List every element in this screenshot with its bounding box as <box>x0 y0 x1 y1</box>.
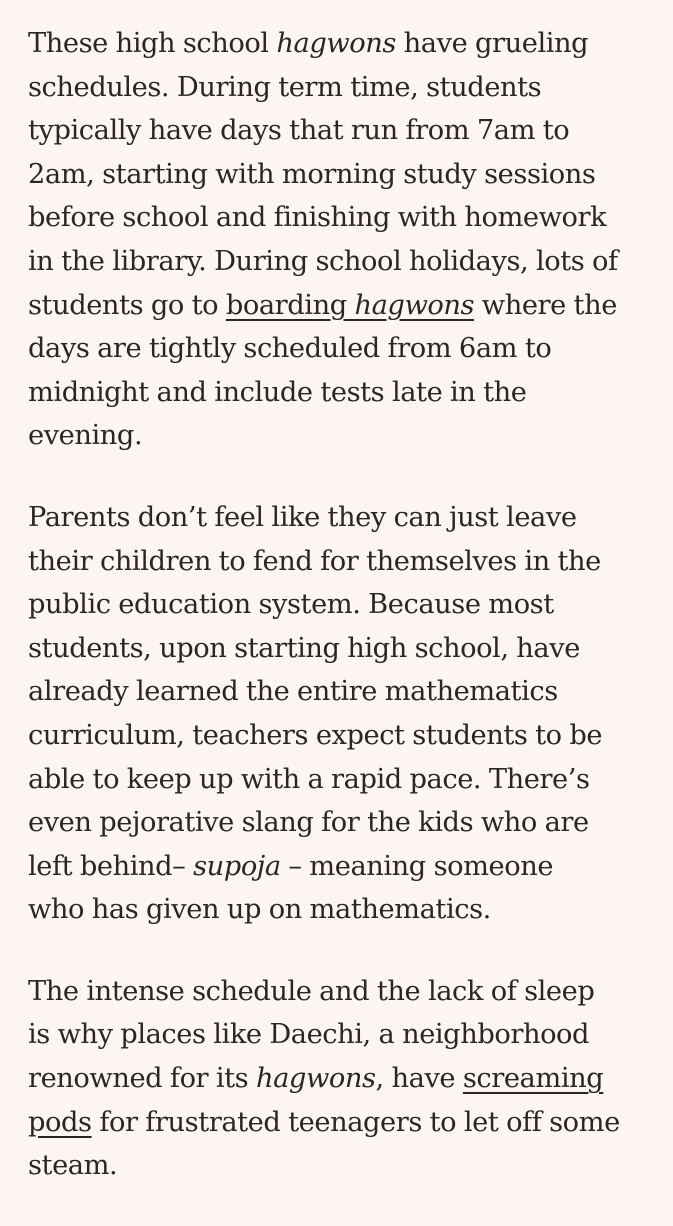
text-line: days are tightly scheduled from 6am to <box>28 333 552 365</box>
text-line: evening. <box>28 420 143 452</box>
text-line: before school and finishing with homework <box>28 202 607 234</box>
text-line: public education system. Because most <box>28 589 554 621</box>
text-line: able to keep up with a rapid pace. There’s <box>28 763 590 795</box>
text-span: These high school <box>28 28 277 59</box>
link-text: boarding <box>225 289 355 321</box>
text-line <box>28 22 658 66</box>
text-line: schedules. During term time, students <box>28 71 542 103</box>
text-line <box>28 1057 658 1101</box>
text-line: is why places like Daechi, a neighborhood <box>28 1019 590 1051</box>
screaming-pods-link[interactable]: pods <box>28 1106 92 1138</box>
text-line: curriculum, teachers expect students to be <box>28 719 603 751</box>
text-span: – meaning someone <box>280 850 554 882</box>
text-line: already learned the entire mathematics <box>28 676 558 708</box>
paragraph-2 <box>28 496 658 932</box>
italic-term: supoja <box>193 850 281 882</box>
text-line: typically have days that run from 7am to <box>28 115 570 147</box>
text-line: students, upon starting high school, have <box>28 632 580 664</box>
text-span: left behind– <box>28 850 194 882</box>
paragraph-1 <box>28 22 658 458</box>
text-span: have grueling <box>395 28 589 59</box>
link-text-italic: hagwons <box>354 289 475 321</box>
text-line: who has given up on mathematics. <box>28 894 491 926</box>
text-span: renowned for its <box>28 1063 256 1095</box>
text-span: where the <box>474 289 617 321</box>
text-line: 2am, starting with morning study sessions <box>28 158 596 190</box>
text-line <box>28 845 658 889</box>
text-span: , have <box>375 1063 463 1095</box>
article-body <box>28 22 658 1226</box>
text-line: their children to fend for themselves in the <box>28 545 601 577</box>
text-line: in the library. During school holidays, lots of <box>28 245 618 277</box>
italic-term: hagwons <box>255 1063 376 1095</box>
italic-term: hagwons <box>276 28 396 59</box>
text-line <box>28 284 658 328</box>
text-span: students go to <box>28 289 226 321</box>
text-line: midnight and include tests late in the <box>28 376 527 408</box>
text-span: for frustrated teenagers to let off some <box>91 1106 620 1138</box>
text-line: steam. <box>28 1150 118 1182</box>
text-line: Parents don’t feel like they can just leave <box>28 501 577 533</box>
paragraph-3 <box>28 970 658 1188</box>
text-line: even pejorative slang for the kids who are <box>28 807 589 839</box>
text-line <box>28 1101 658 1145</box>
boarding-hagwons-link[interactable] <box>226 290 474 321</box>
screaming-pods-link[interactable]: screaming <box>462 1063 604 1095</box>
text-line: The intense schedule and the lack of sleep <box>28 975 595 1007</box>
